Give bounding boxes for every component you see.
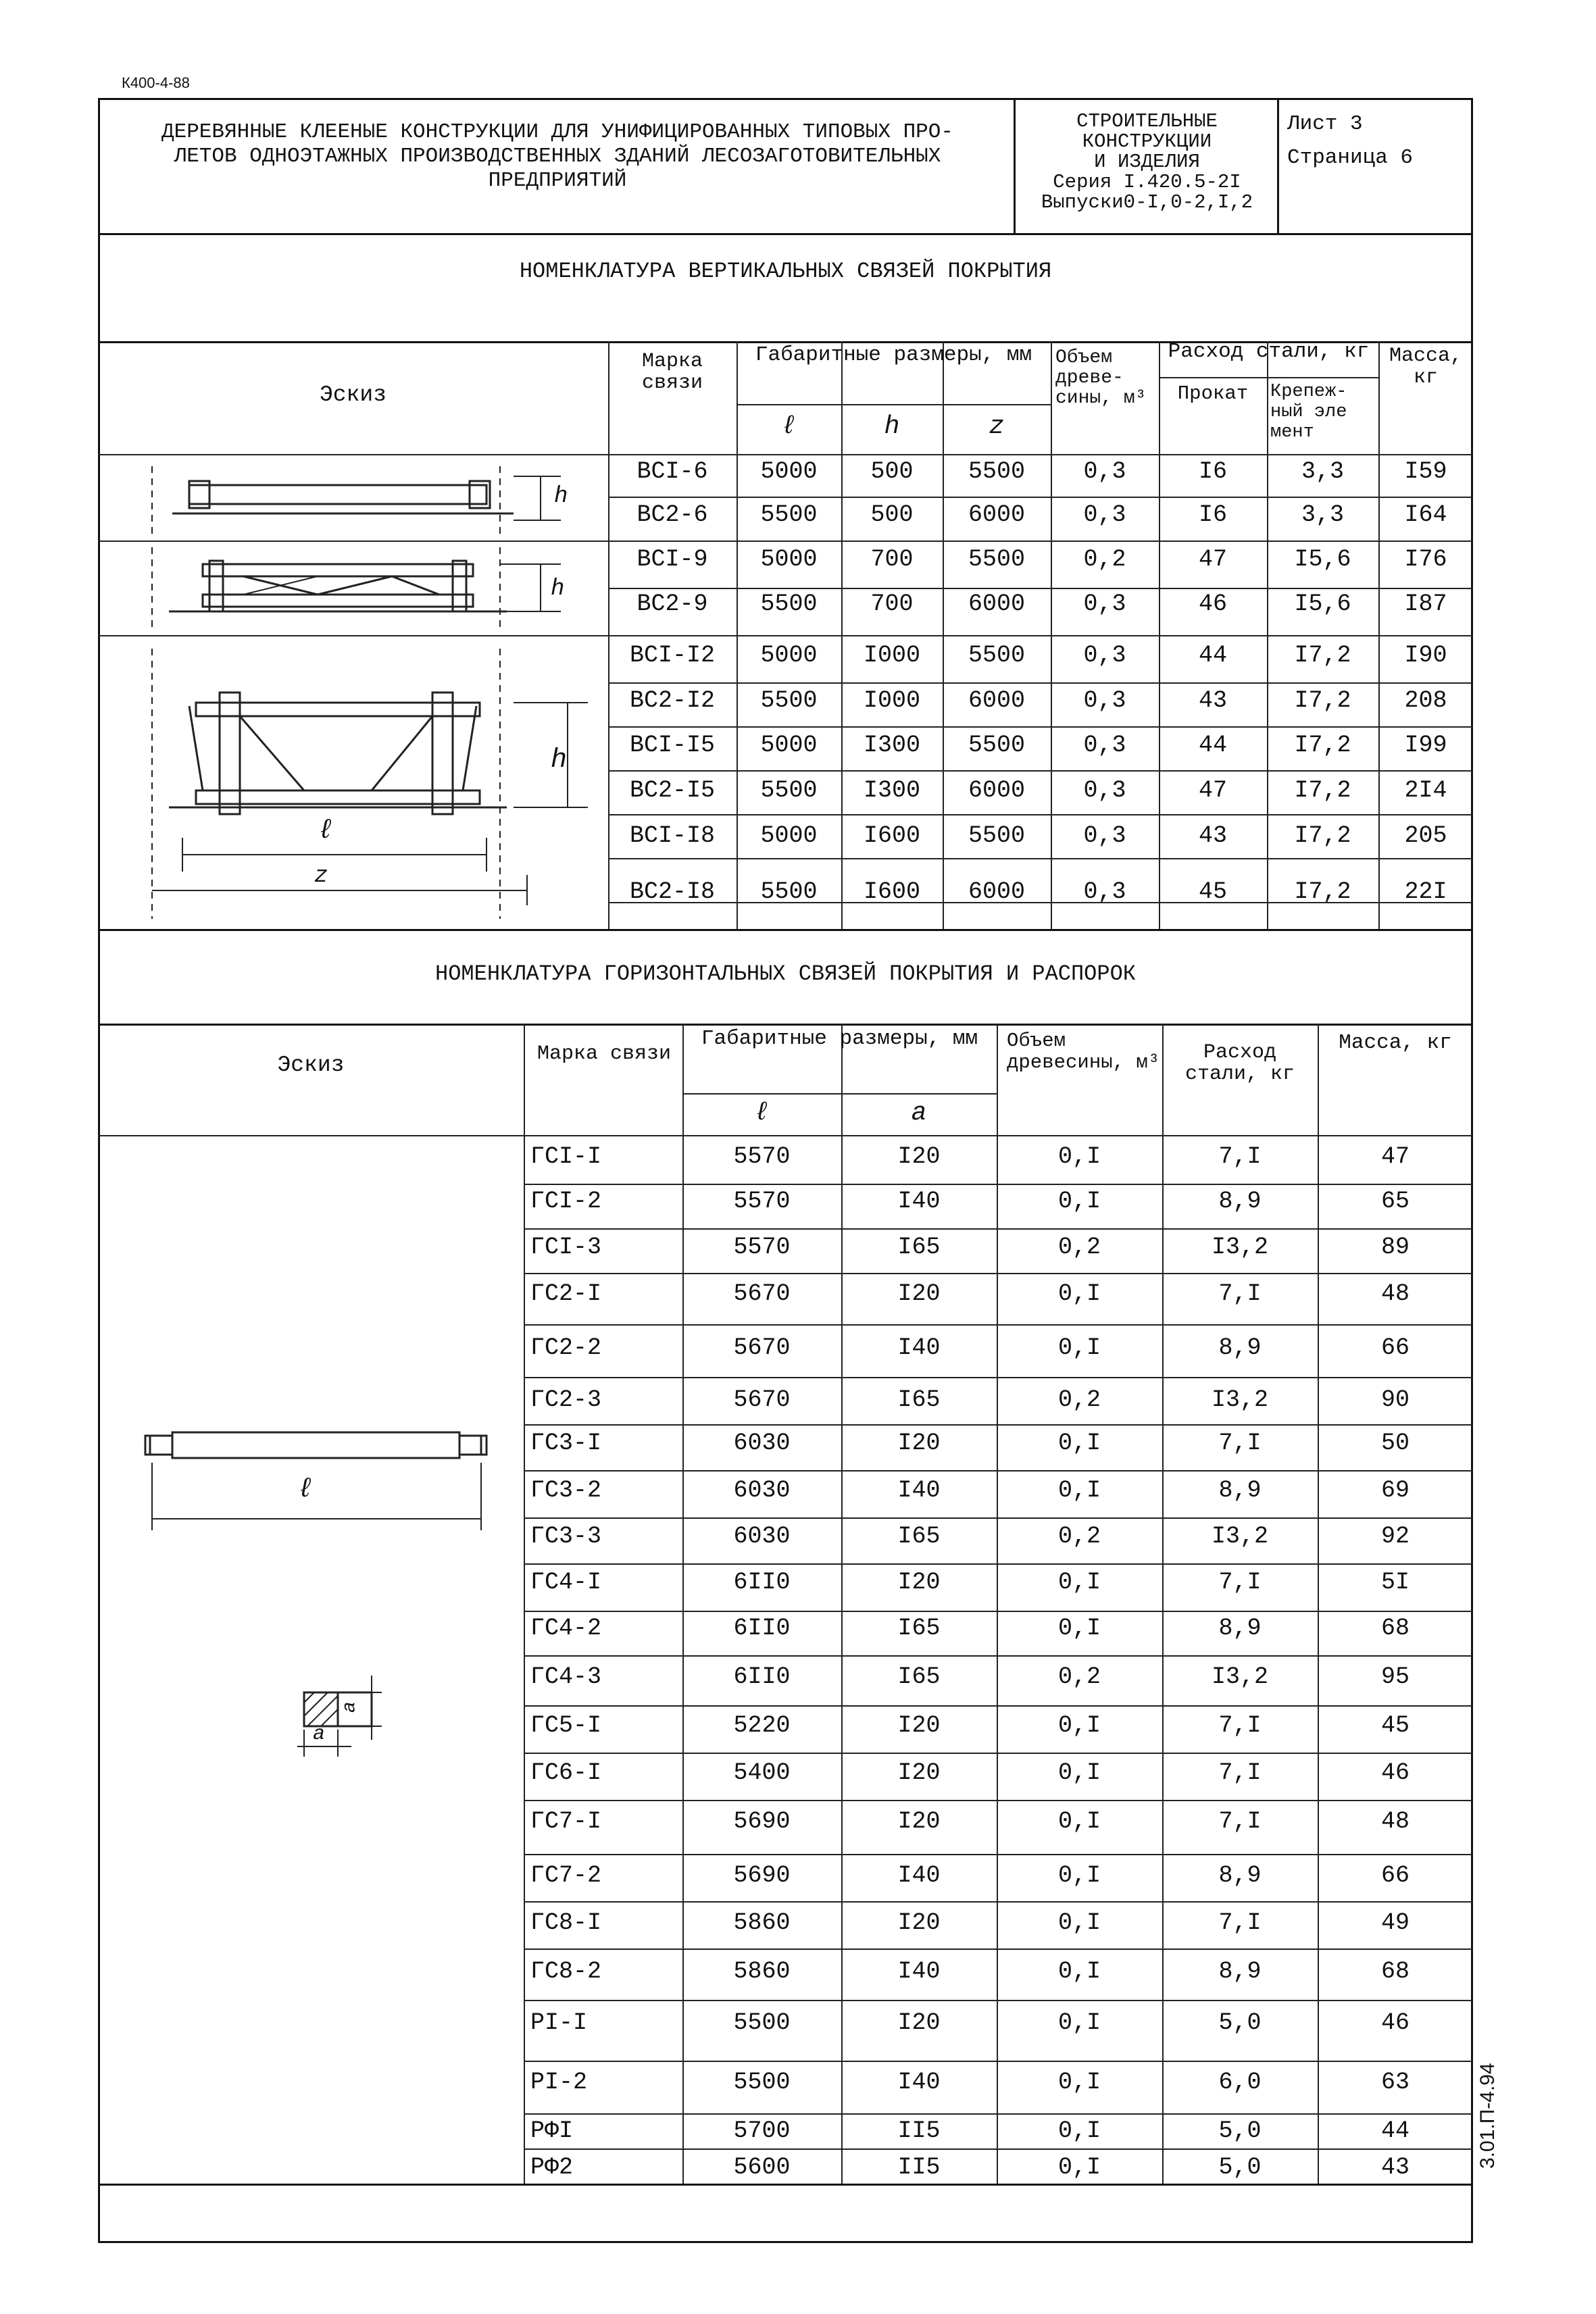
- s2-cell: 92: [1380, 1523, 1410, 1550]
- s2-cell: I20: [897, 1712, 941, 1739]
- s2-cell-mark: ГС7-I: [530, 1808, 602, 1835]
- title-line-1: ДЕРЕВЯННЫЕ КЛЕЕНЫЕ КОНСТРУКЦИИ ДЛЯ УНИФИЦИРОВАННЫХ ТИПОВЫХ ПРО-: [161, 120, 953, 144]
- s2-cell-mark: ГС7-2: [530, 1862, 602, 1889]
- s2-cell: I20: [897, 1808, 941, 1835]
- s2-cell: 6030: [733, 1477, 791, 1504]
- s2-cell: 0,I: [1057, 1958, 1101, 1985]
- s2-cell: I40: [897, 1188, 941, 1215]
- s2-cell-mark: ГС2-2: [530, 1334, 602, 1361]
- s2-cell: 50: [1380, 1430, 1410, 1457]
- s1-cell: 5000: [760, 822, 818, 849]
- s2-cell: I3,2: [1211, 1663, 1268, 1690]
- s2-cell: 0,I: [1057, 1143, 1101, 1170]
- s1-header-sketch: Эскиз: [319, 382, 387, 407]
- s1-cell: 6000: [968, 687, 1025, 714]
- s1-cell: 0,3: [1083, 687, 1126, 714]
- s2-cell: I65: [897, 1386, 941, 1413]
- section1-title: НОМЕНКЛАТУРА ВЕРТИКАЛЬНЫХ СВЯЗЕЙ ПОКРЫТИЯ: [519, 259, 1052, 284]
- s1-cell: I5,6: [1294, 590, 1351, 618]
- s2-cell: 0,I: [1057, 1334, 1101, 1361]
- s1-cell: I6: [1198, 501, 1227, 528]
- s2-cell: 0,I: [1057, 2117, 1101, 2144]
- s2-cell: 8,9: [1218, 1615, 1262, 1642]
- s1-cell: I000: [863, 642, 920, 669]
- s2-cell: 8,9: [1218, 1862, 1262, 1889]
- sketch-horizontal-brace: [145, 1432, 487, 1530]
- s1-cell: 0,3: [1083, 732, 1126, 759]
- s1-cell: 46: [1198, 590, 1227, 618]
- s1-cell: I600: [863, 822, 920, 849]
- s1-cell: I7,2: [1294, 732, 1351, 759]
- s2-cell: I40: [897, 1334, 941, 1361]
- s1-cell: 0,3: [1083, 501, 1126, 528]
- s1-cell: 205: [1404, 822, 1447, 849]
- s2-cell: 0,I: [1057, 1569, 1101, 1596]
- document-code: К400-4-88: [122, 74, 190, 91]
- s2-cell: 5I: [1380, 1569, 1410, 1596]
- s2-cell: I3,2: [1211, 1523, 1268, 1550]
- s1-cell-mark: ВСI-I2: [629, 642, 716, 669]
- s1-header-z: z: [989, 412, 1005, 441]
- s1-cell-mark: ВС2-I2: [629, 687, 716, 714]
- s1-cell: 500: [870, 458, 914, 485]
- s2-cell: I40: [897, 1477, 941, 1504]
- s2-cell: 95: [1380, 1663, 1410, 1690]
- s2-cell-mark: ГС2-I: [530, 1280, 602, 1307]
- s2-cell: 90: [1380, 1386, 1410, 1413]
- s2-cell: 65: [1380, 1188, 1410, 1215]
- s2-header-a: a: [911, 1099, 927, 1128]
- s2-cell: 89: [1380, 1234, 1410, 1261]
- s2-cell: 5690: [733, 1808, 791, 1835]
- s2-cell: 48: [1380, 1280, 1410, 1307]
- s1-cell-mark: ВСI-9: [637, 546, 708, 573]
- s2-header-volume: Объем древесины, м³: [1007, 1030, 1160, 1074]
- s2-cell-mark: ГС3-I: [530, 1430, 602, 1457]
- s2-cell: I20: [897, 2009, 941, 2036]
- s1-cell: 43: [1198, 687, 1227, 714]
- s2-cell: 0,I: [1057, 1430, 1101, 1457]
- s2-cell: 7,I: [1218, 1430, 1262, 1457]
- sketch-section-a-side-label: a: [339, 1701, 361, 1713]
- s2-cell: 0,I: [1057, 2009, 1101, 2036]
- series-line-3: И ИЗДЕЛИЯ: [1094, 151, 1200, 173]
- s2-cell-mark: ГС3-3: [530, 1523, 602, 1550]
- side-code: 3.01.П-4.94: [1476, 2063, 1499, 2169]
- s1-cell-mark: ВС2-I8: [629, 878, 716, 905]
- s1-cell: 5500: [968, 546, 1025, 573]
- s1-cell: I7,2: [1294, 822, 1351, 849]
- s2-cell: 69: [1380, 1477, 1410, 1504]
- s2-cell: 0,I: [1057, 1808, 1101, 1835]
- s2-cell: I20: [897, 1909, 941, 1936]
- s2-cell: 45: [1380, 1712, 1410, 1739]
- series-line-4: Серия I.420.5-2I: [1053, 171, 1241, 193]
- s1-cell: 0,3: [1083, 590, 1126, 618]
- s2-cell: 47: [1380, 1143, 1410, 1170]
- s2-cell-mark: ГС4-2: [530, 1615, 602, 1642]
- s2-cell: II5: [897, 2117, 941, 2144]
- s2-cell: 0,2: [1057, 1386, 1101, 1413]
- s1-cell: 5500: [760, 687, 818, 714]
- sketch-horizontal-l-label: ℓ: [297, 1475, 314, 1505]
- s2-cell: 46: [1380, 2009, 1410, 2036]
- s2-cell: 0,2: [1057, 1663, 1101, 1690]
- s2-cell: 0,I: [1057, 2069, 1101, 2096]
- s2-cell: 5570: [733, 1188, 791, 1215]
- s1-cell: 5000: [760, 458, 818, 485]
- section2-bottom-line: [98, 2184, 1473, 2186]
- s2-cell: 7,I: [1218, 1909, 1262, 1936]
- s1-cell-mark: ВС2-9: [637, 590, 708, 618]
- s2-cell-mark: РI-I: [530, 2009, 588, 2036]
- s2-cell: 6II0: [733, 1569, 791, 1596]
- s1-header-h: h: [884, 412, 900, 441]
- s2-cell: 6030: [733, 1430, 791, 1457]
- sketch-cross-section: [297, 1676, 382, 1757]
- section2-title: НОМЕНКЛАТУРА ГОРИЗОНТАЛЬНЫХ СВЯЗЕЙ ПОКРЫТИЯ И РАСПОРОК: [435, 961, 1136, 986]
- s2-cell: 7,I: [1218, 1759, 1262, 1786]
- s2-cell: 66: [1380, 1862, 1410, 1889]
- s1-cell: I7,2: [1294, 687, 1351, 714]
- s2-cell: II5: [897, 2154, 941, 2181]
- title-line-3: ПРЕДПРИЯТИЙ: [488, 169, 627, 193]
- sketch-vs-6-h-label: h: [554, 484, 568, 509]
- series-line-2: КОНСТРУКЦИИ: [1082, 130, 1212, 153]
- s2-cell: 48: [1380, 1808, 1410, 1835]
- s2-cell-mark: ГС6-I: [530, 1759, 602, 1786]
- s2-cell: 5670: [733, 1334, 791, 1361]
- s1-cell: 0,2: [1083, 546, 1126, 573]
- s1-cell: I99: [1404, 732, 1447, 759]
- s1-cell: 5500: [760, 878, 818, 905]
- s2-cell: 5860: [733, 1958, 791, 1985]
- s1-cell: 22I: [1404, 878, 1447, 905]
- s1-cell: I300: [863, 732, 920, 759]
- title-line-2: ЛЕТОВ ОДНОЭТАЖНЫХ ПРОИЗВОДСТВЕННЫХ ЗДАНИЙ ЛЕСОЗАГОТОВИТЕЛЬНЫХ: [174, 145, 941, 168]
- s2-cell: 43: [1380, 2154, 1410, 2181]
- s2-cell: 5670: [733, 1386, 791, 1413]
- s2-cell: 0,I: [1057, 1615, 1101, 1642]
- s2-header-dims: Габаритные размеры, мм: [701, 1027, 978, 1051]
- s2-cell: 8,9: [1218, 1188, 1262, 1215]
- sketch-vs-12-h-label: h: [551, 745, 568, 776]
- s2-cell: 0,2: [1057, 1523, 1101, 1550]
- sheet-number: Лист 3: [1287, 112, 1363, 136]
- s2-cell: I3,2: [1211, 1234, 1268, 1261]
- s1-cell: 5500: [968, 458, 1025, 485]
- s2-cell: 5500: [733, 2069, 791, 2096]
- s2-cell: 8,9: [1218, 1334, 1262, 1361]
- s2-cell-mark: ГС4-I: [530, 1569, 602, 1596]
- s1-cell: 44: [1198, 732, 1227, 759]
- s2-cell: 5690: [733, 1862, 791, 1889]
- s1-cell: I64: [1404, 501, 1447, 528]
- s2-cell: 0,I: [1057, 1477, 1101, 1504]
- sketch-section-a-bottom-label: a: [313, 1723, 326, 1746]
- s2-cell: 5400: [733, 1759, 791, 1786]
- s2-cell: 5570: [733, 1143, 791, 1170]
- s1-cell: 2I4: [1404, 777, 1447, 804]
- s1-cell: I87: [1404, 590, 1447, 618]
- s2-header-sketch: Эскиз: [277, 1053, 345, 1078]
- s1-cell: I5,6: [1294, 546, 1351, 573]
- s1-cell: 5500: [760, 590, 818, 618]
- s2-cell-mark: ГС8-I: [530, 1909, 602, 1936]
- s2-cell: 46: [1380, 1759, 1410, 1786]
- s1-cell: 700: [870, 590, 914, 618]
- s2-cell: I20: [897, 1569, 941, 1596]
- s2-cell: 0,I: [1057, 1280, 1101, 1307]
- s2-cell: 5600: [733, 2154, 791, 2181]
- s1-cell: 6000: [968, 501, 1025, 528]
- s2-cell: I20: [897, 1759, 941, 1786]
- s2-cell: 0,I: [1057, 2154, 1101, 2181]
- sketch-vs-12-z-label: z: [314, 863, 328, 889]
- s2-cell: 0,2: [1057, 1234, 1101, 1261]
- s2-cell: I20: [897, 1280, 941, 1307]
- s1-header-steel: Расход стали, кг: [1168, 340, 1370, 363]
- s2-header-steel: Расход стали, кг: [1184, 1041, 1295, 1086]
- s2-cell: 5570: [733, 1234, 791, 1261]
- s2-cell: 5220: [733, 1712, 791, 1739]
- s1-cell: I000: [863, 687, 920, 714]
- s2-cell: 7,I: [1218, 1569, 1262, 1596]
- series-line-1: СТРОИТЕЛЬНЫЕ: [1076, 110, 1218, 132]
- sketch-vs-9-h-label: h: [551, 576, 565, 602]
- s1-cell: 0,3: [1083, 458, 1126, 485]
- s1-cell: I76: [1404, 546, 1447, 573]
- s2-cell: I40: [897, 2069, 941, 2096]
- s1-cell: 6000: [968, 590, 1025, 618]
- s1-cell: 700: [870, 546, 914, 573]
- series-line-5: Выпуски0-I,0-2,I,2: [1041, 191, 1253, 213]
- s2-cell: 68: [1380, 1615, 1410, 1642]
- s1-cell-mark: ВС2-6: [637, 501, 708, 528]
- s1-header-mass: Масса, кг: [1389, 345, 1463, 389]
- s2-cell: 5,0: [1218, 2154, 1262, 2181]
- s1-header-rolled: Прокат: [1177, 382, 1249, 405]
- s1-header-l: ℓ: [781, 412, 797, 441]
- s2-cell: 0,I: [1057, 1712, 1101, 1739]
- s2-header-mass: Масса, кг: [1339, 1031, 1452, 1055]
- s2-cell-mark: РФI: [530, 2117, 574, 2144]
- s2-cell-mark: ГСI-I: [530, 1143, 602, 1170]
- s1-cell: 5500: [968, 732, 1025, 759]
- s2-cell: 7,I: [1218, 1712, 1262, 1739]
- s1-cell: I600: [863, 878, 920, 905]
- s1-cell: 0,3: [1083, 878, 1126, 905]
- s2-cell: 8,9: [1218, 1477, 1262, 1504]
- s2-cell: I65: [897, 1663, 941, 1690]
- s2-cell: I65: [897, 1234, 941, 1261]
- s2-cell: I3,2: [1211, 1386, 1268, 1413]
- s1-header-mark: Марка связи: [641, 350, 703, 395]
- s1-cell-mark: ВСI-6: [637, 458, 708, 485]
- s1-cell: 43: [1198, 822, 1227, 849]
- s1-cell: 3,3: [1301, 458, 1344, 485]
- s1-cell: 5000: [760, 732, 818, 759]
- s1-cell: 5000: [760, 546, 818, 573]
- s1-cell-mark: ВСI-I8: [629, 822, 716, 849]
- s1-cell: 44: [1198, 642, 1227, 669]
- s1-cell: 3,3: [1301, 501, 1344, 528]
- s2-cell: 6II0: [733, 1615, 791, 1642]
- sketch-vs-12-l-label: ℓ: [318, 816, 334, 847]
- s1-cell: 6000: [968, 777, 1025, 804]
- s2-cell: 6030: [733, 1523, 791, 1550]
- s2-cell: 49: [1380, 1909, 1410, 1936]
- s1-cell: I7,2: [1294, 878, 1351, 905]
- s1-cell: 6000: [968, 878, 1025, 905]
- s1-cell: 5500: [968, 642, 1025, 669]
- s2-header-mark: Марка связи: [537, 1042, 672, 1065]
- s2-cell: I65: [897, 1523, 941, 1550]
- s1-cell: 47: [1198, 777, 1227, 804]
- s2-cell: 5,0: [1218, 2117, 1262, 2144]
- s2-cell: 5500: [733, 2009, 791, 2036]
- s1-header-volume: Объем древе- сины, м³: [1055, 347, 1147, 409]
- s2-cell: I20: [897, 1143, 941, 1170]
- s2-cell: I40: [897, 1862, 941, 1889]
- s2-cell: 66: [1380, 1334, 1410, 1361]
- s1-cell: I7,2: [1294, 642, 1351, 669]
- s1-cell: 47: [1198, 546, 1227, 573]
- s1-cell: 0,3: [1083, 822, 1126, 849]
- s1-header-fastening: Крепеж- ный эле мент: [1270, 382, 1347, 443]
- s2-cell-mark: ГСI-2: [530, 1188, 602, 1215]
- s1-cell: 208: [1404, 687, 1447, 714]
- page-number: Страница 6: [1287, 146, 1414, 170]
- s2-cell-mark: ГСI-3: [530, 1234, 602, 1261]
- s1-cell: 0,3: [1083, 642, 1126, 669]
- s2-cell-mark: РФ2: [530, 2154, 574, 2181]
- s1-cell: I59: [1404, 458, 1447, 485]
- s2-cell: 5,0: [1218, 2009, 1262, 2036]
- s2-cell: 0,I: [1057, 1188, 1101, 1215]
- s1-cell: I7,2: [1294, 777, 1351, 804]
- s2-cell: 6,0: [1218, 2069, 1262, 2096]
- s2-cell: 68: [1380, 1958, 1410, 1985]
- s2-cell: 63: [1380, 2069, 1410, 2096]
- s2-cell: 6II0: [733, 1663, 791, 1690]
- s1-cell: 5500: [968, 822, 1025, 849]
- s1-cell: I90: [1404, 642, 1447, 669]
- s2-cell-mark: ГС4-3: [530, 1663, 602, 1690]
- s2-cell-mark: ГС5-I: [530, 1712, 602, 1739]
- s1-cell: 5500: [760, 501, 818, 528]
- s2-cell: 7,I: [1218, 1280, 1262, 1307]
- s2-cell-mark: РI-2: [530, 2069, 588, 2096]
- s2-cell: 7,I: [1218, 1143, 1262, 1170]
- s1-cell: I300: [863, 777, 920, 804]
- s2-cell: 44: [1380, 2117, 1410, 2144]
- s2-cell-mark: ГС8-2: [530, 1958, 602, 1985]
- s2-cell: I20: [897, 1430, 941, 1457]
- s2-cell-mark: ГС3-2: [530, 1477, 602, 1504]
- s1-cell: I6: [1198, 458, 1227, 485]
- s2-cell: I40: [897, 1958, 941, 1985]
- s2-cell: 0,I: [1057, 1759, 1101, 1786]
- s2-cell: I65: [897, 1615, 941, 1642]
- s2-cell: 5860: [733, 1909, 791, 1936]
- s2-cell: 5700: [733, 2117, 791, 2144]
- s1-cell-mark: ВСI-I5: [629, 732, 716, 759]
- s1-cell-mark: ВС2-I5: [629, 777, 716, 804]
- s1-cell: 5000: [760, 642, 818, 669]
- s2-cell-mark: ГС2-3: [530, 1386, 602, 1413]
- s1-cell: 0,3: [1083, 777, 1126, 804]
- s1-cell: 45: [1198, 878, 1227, 905]
- s1-cell: 5500: [760, 777, 818, 804]
- s1-cell: 500: [870, 501, 914, 528]
- s1-header-dims: Габаритные размеры, мм: [755, 343, 1032, 367]
- s2-cell: 5670: [733, 1280, 791, 1307]
- s2-cell: 0,I: [1057, 1862, 1101, 1889]
- s2-cell: 0,I: [1057, 1909, 1101, 1936]
- s2-cell: 8,9: [1218, 1958, 1262, 1985]
- s2-cell: 7,I: [1218, 1808, 1262, 1835]
- s2-header-l: ℓ: [754, 1099, 770, 1128]
